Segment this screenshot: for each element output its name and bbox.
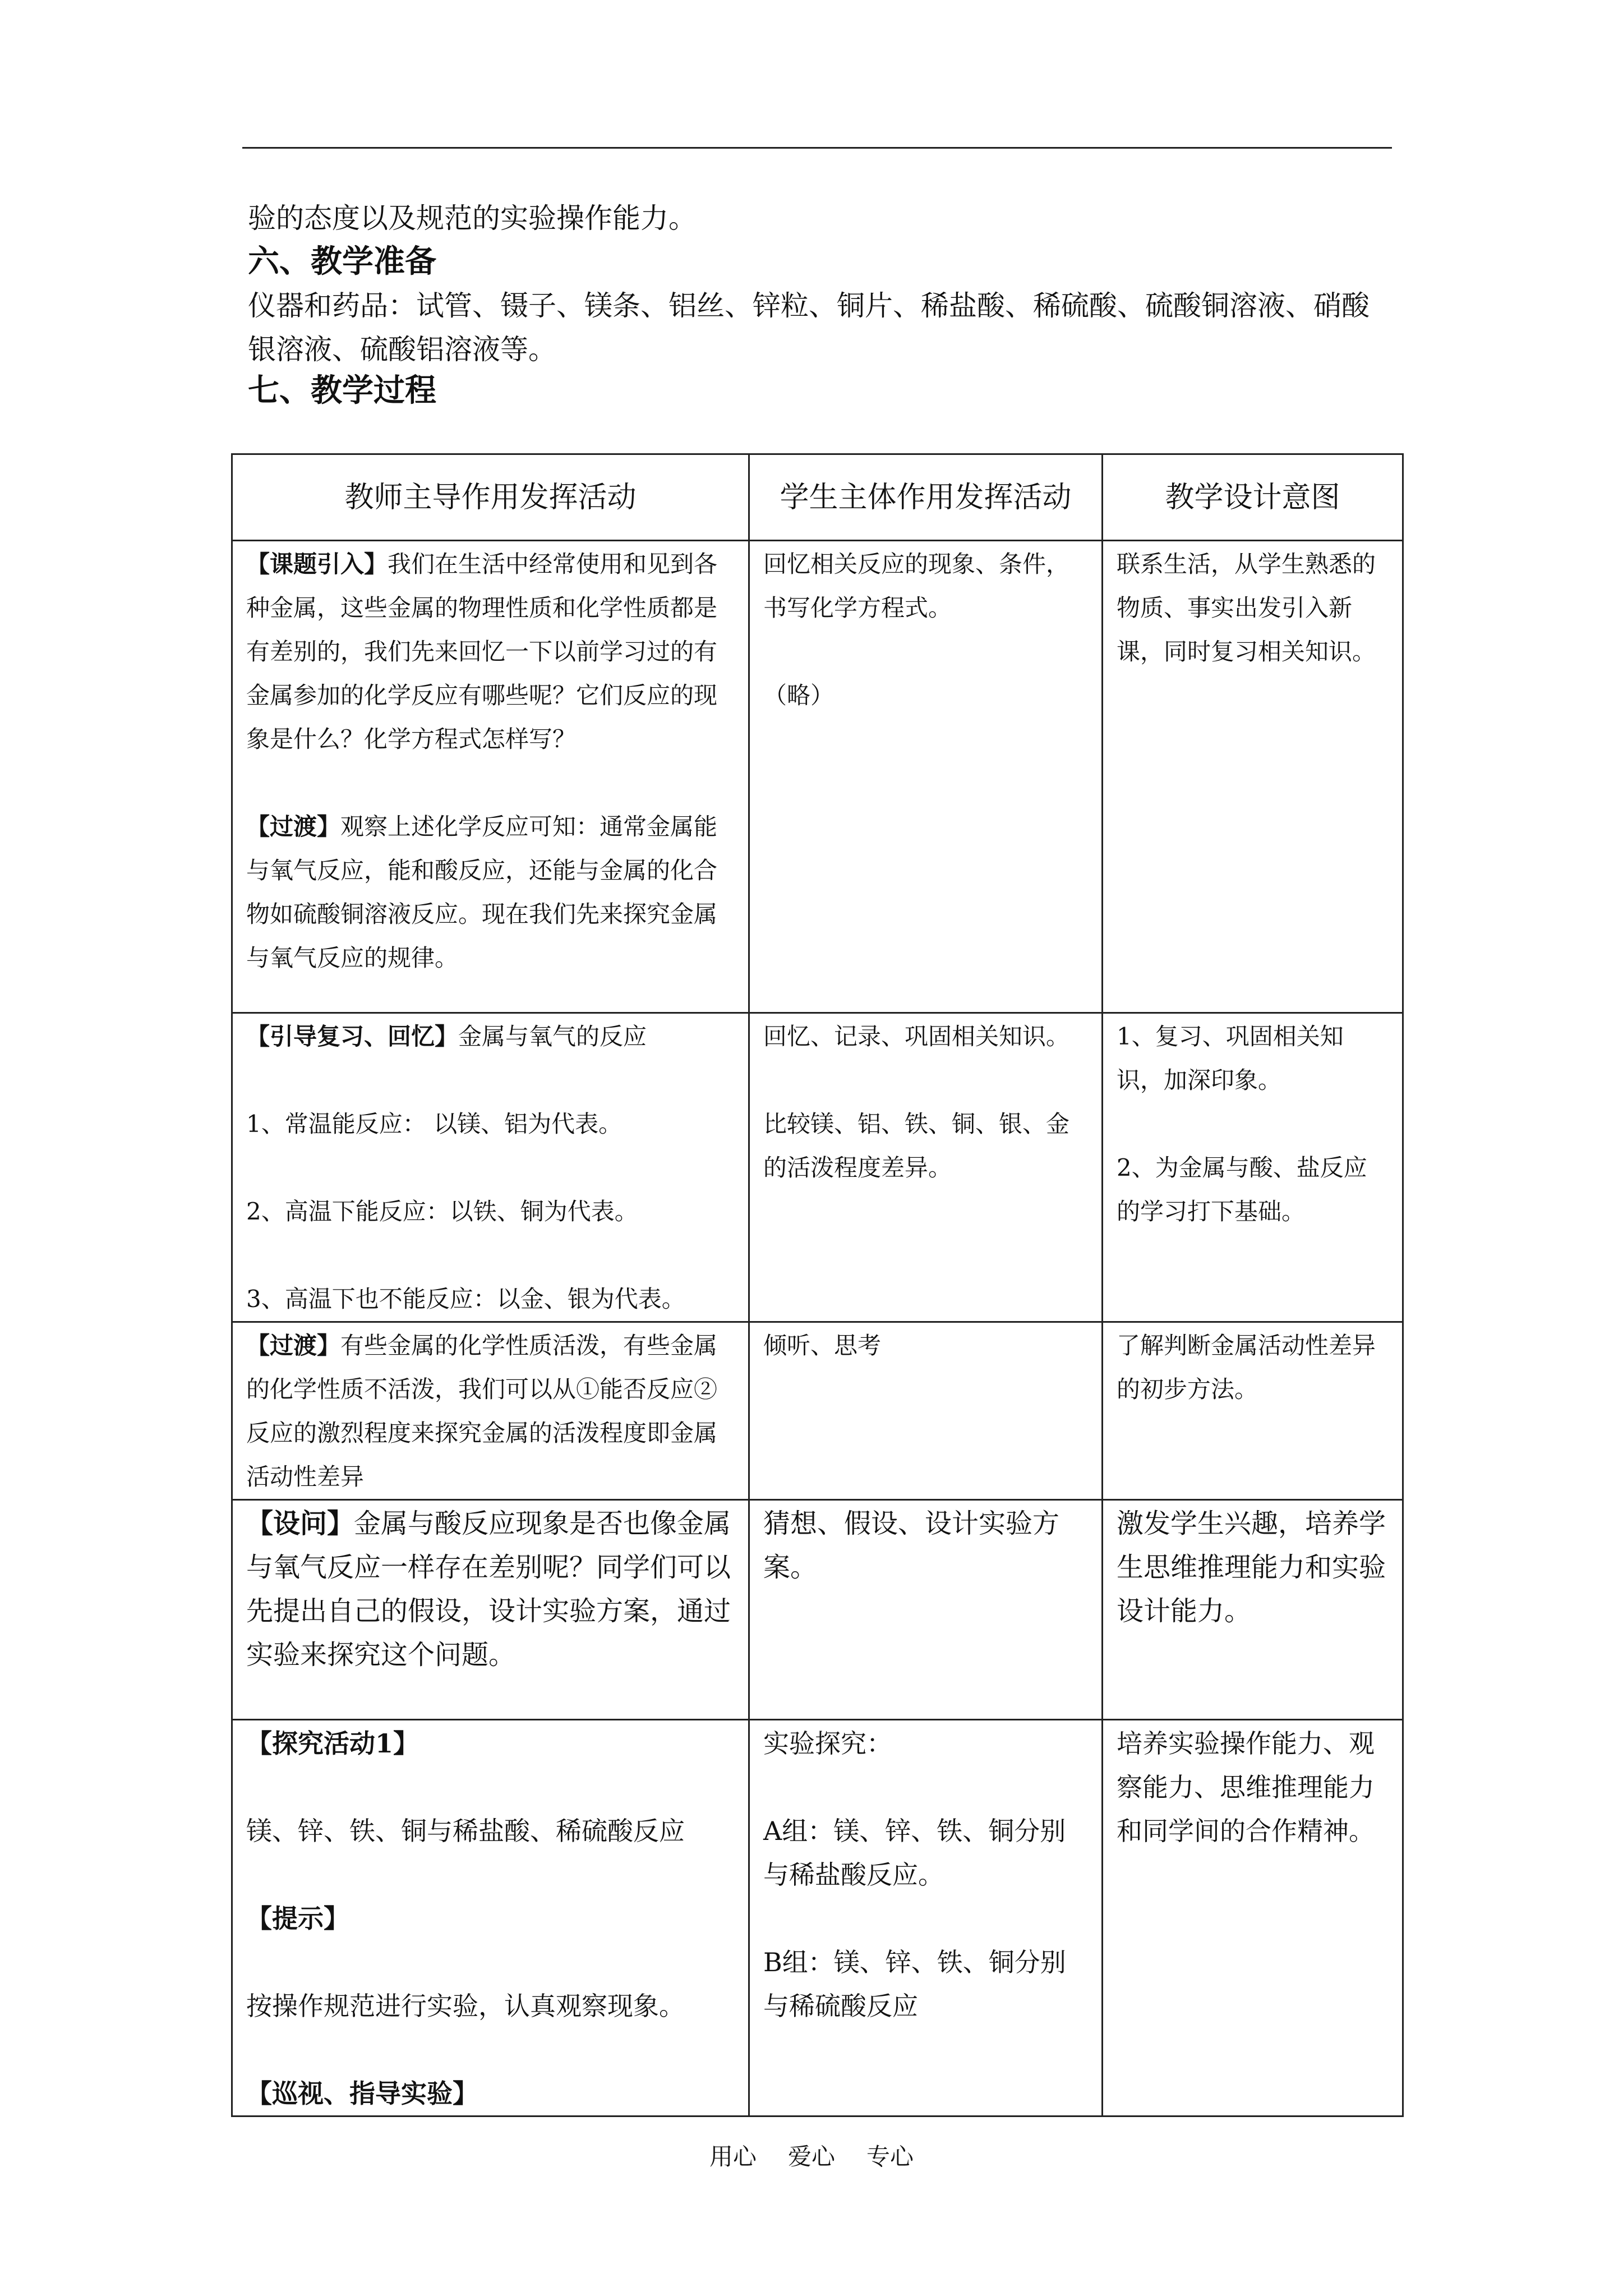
section-6-title: 六、教学准备 bbox=[248, 243, 436, 280]
student-text: 比较镁、铝、铁、铜、银、金的活泼程度差异。 bbox=[763, 1110, 1070, 1181]
intent-text: 联系生活，从学生熟悉的物质、事实出发引入新课，同时复习相关知识。 bbox=[1117, 550, 1376, 665]
intent-text: 培养实验操作能力、观察能力、思维推理能力和同学间的合作精神。 bbox=[1117, 1728, 1375, 1846]
teacher-text: 按操作规范进行实验，认真观察现象。 bbox=[246, 1991, 685, 2021]
student-text: 回忆相关反应的现象、条件，书写化学方程式。 bbox=[763, 550, 1070, 622]
student-cell bbox=[749, 1013, 1103, 1322]
teacher-text: 1、常温能反应： 以镁、铝为代表。 bbox=[246, 1110, 623, 1138]
intent-text: 2、为金属与酸、盐反应的学习打下基础。 bbox=[1117, 1154, 1367, 1225]
teacher-text: 我们在生活中经常使用和见到各种金属，这些金属的物理性质和化学性质都是有差别的，我们先来回忆一下以前学习过的有金属参加的化学反应有哪些呢？它们反应的现象是什么？化学方程式怎样写？ bbox=[246, 550, 718, 753]
student-text: B组：镁、锌、铁、铜分别与稀硫酸反应 bbox=[763, 1947, 1066, 2021]
student-cell bbox=[749, 541, 1103, 1013]
teacher-paragraph bbox=[246, 1015, 735, 1059]
intent-cell bbox=[1103, 1500, 1403, 1720]
teacher-text: 观察上述化学反应可知：通常金属能与氧气反应，能和酸反应，还能与金属的化合物如硫酸铜溶液反应。现在我们先来探究金属与氧气反应的规律。 bbox=[246, 813, 718, 972]
intent-text: 激发学生兴趣，培养学生思维推理能力和实验设计能力。 bbox=[1117, 1508, 1386, 1627]
footer-word: 专心 bbox=[866, 2143, 914, 2170]
table-row bbox=[232, 1322, 1403, 1500]
teaching-process-table bbox=[231, 453, 1404, 2117]
header-student: 学生主体作用发挥活动 bbox=[749, 454, 1103, 541]
intent-cell bbox=[1103, 1013, 1403, 1322]
intent-cell bbox=[1103, 1322, 1403, 1500]
teacher-tag: 【引导复习、回忆】 bbox=[246, 1023, 459, 1050]
student-text: 猜想、假设、设计实验方案。 bbox=[763, 1508, 1060, 1583]
teacher-paragraph bbox=[246, 542, 735, 761]
intent-text: 了解判断金属活动性差异的初步方法。 bbox=[1117, 1332, 1376, 1403]
student-cell bbox=[749, 1720, 1103, 2116]
teacher-cell bbox=[232, 1013, 749, 1322]
teacher-text: 2、高温下能反应：以铁、铜为代表。 bbox=[246, 1198, 638, 1225]
teacher-text: 金属与酸反应现象是否也像金属与氧气反应一样存在差别呢？同学们可以先提出自己的假设，设计实验方案，通过实验来探究这个问题。 bbox=[246, 1508, 731, 1671]
intent-text: 1、复习、巩固相关知识，加深印象。 bbox=[1117, 1023, 1344, 1094]
student-cell bbox=[749, 1322, 1103, 1500]
footer-word: 用心 bbox=[709, 2143, 757, 2170]
teacher-paragraph bbox=[246, 1324, 735, 1499]
student-text: A组：镁、锌、铁、铜分别与稀盐酸反应。 bbox=[763, 1816, 1066, 1890]
teacher-text: 3、高温下也不能反应：以金、银为代表。 bbox=[246, 1285, 685, 1313]
intro-line: 验的态度以及规范的实验操作能力。 bbox=[248, 202, 697, 234]
teacher-text: 镁、锌、铁、铜与稀盐酸、稀硫酸反应 bbox=[246, 1816, 685, 1846]
teacher-text: 有些金属的化学性质活泼，有些金属的化学性质不活泼，我们可以从①能否反应②反应的激烈程度来探究金属的活泼程度即金属活动性差异 bbox=[246, 1332, 718, 1490]
teacher-tag: 【提示】 bbox=[246, 1903, 349, 1934]
teacher-tag: 【探究活动1】 bbox=[246, 1728, 419, 1759]
table-row bbox=[232, 1013, 1403, 1322]
header-intent: 教学设计意图 bbox=[1103, 454, 1403, 541]
teacher-text: 金属与氧气的反应 bbox=[458, 1023, 647, 1050]
section-7-title: 七、教学过程 bbox=[248, 372, 436, 409]
teacher-cell bbox=[232, 1322, 749, 1500]
table-header-row bbox=[232, 454, 1403, 541]
header-teacher: 教师主导作用发挥活动 bbox=[232, 454, 749, 541]
table-row bbox=[232, 541, 1403, 1013]
teacher-cell bbox=[232, 1720, 749, 2116]
header-rule bbox=[242, 147, 1392, 149]
teacher-tag: 【设问】 bbox=[246, 1508, 354, 1539]
teacher-cell bbox=[232, 1500, 749, 1720]
intent-cell bbox=[1103, 1720, 1403, 2116]
student-cell bbox=[749, 1500, 1103, 1720]
student-text: 倾听、思考 bbox=[763, 1332, 882, 1359]
intent-cell bbox=[1103, 541, 1403, 1013]
student-text: 实验探究： bbox=[763, 1728, 892, 1759]
student-text: 回忆、记录、巩固相关知识。 bbox=[763, 1023, 1070, 1050]
teacher-paragraph bbox=[246, 805, 735, 980]
teacher-tag: 【巡视、指导实验】 bbox=[246, 2078, 478, 2109]
table-row bbox=[232, 1500, 1403, 1720]
teacher-cell bbox=[232, 541, 749, 1013]
footer-word: 爱心 bbox=[787, 2143, 835, 2170]
teacher-tag: 【课题引入】 bbox=[246, 550, 388, 578]
teacher-tag: 【过渡】 bbox=[246, 1332, 341, 1359]
page-footer bbox=[0, 2140, 1623, 2174]
teacher-paragraph bbox=[246, 1502, 735, 1677]
student-text: （略） bbox=[763, 682, 834, 709]
section-6-text: 仪器和药品：试管、镊子、镁条、铝丝、锌粒、铜片、稀盐酸、稀硫酸、硫酸铜溶液、硝酸银溶液、硫酸铝溶液等。 bbox=[248, 289, 1370, 366]
teacher-tag: 【过渡】 bbox=[246, 813, 341, 840]
table-row bbox=[232, 1720, 1403, 2116]
